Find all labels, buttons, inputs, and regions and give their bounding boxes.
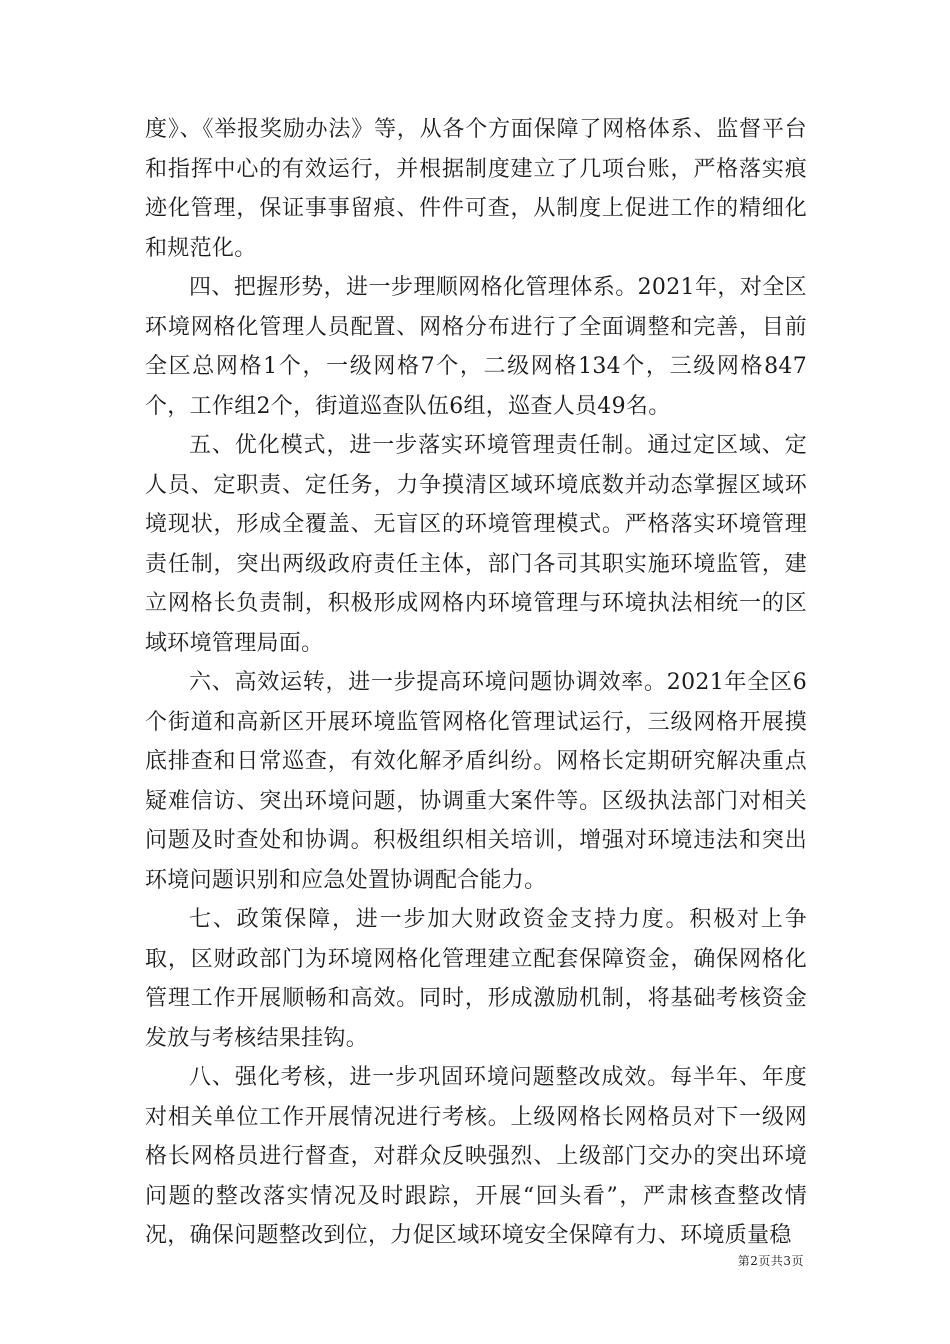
paragraph-section-5: 五、优化模式，进一步落实环境管理责任制。通过定区域、定人员、定职责、定任务，力争摸清区域环境底数并动态掌握区域环境现状，形成全覆盖、无盲区的环境管理模式。严格落实环境管理责任制，突出两级政府责任主体，部门各司其职实施环境监管，建立网格长负责制，积极形成网格内环境管理与环境执法相统一的区域环境管理局面。: [145, 433, 807, 656]
paragraph-continuation: 度》、《举报奖励办法》等，从各个方面保障了网格体系、监督平台和指挥中心的有效运行，并根据制度建立了几项台账，严格落实痕迹化管理，保证事事留痕、件件可查，从制度上促进工作的精细化和规范化。: [145, 117, 807, 261]
paragraph-section-4: 四、把握形势，进一步理顺网格化管理体系。2021年，对全区环境网格化管理人员配置、网格分布进行了全面调整和完善，目前全区总网格1个，一级网格7个，二级网格134个，三级网格847个，工作组2个，街道巡查队伍6组，巡查人员49名。: [145, 275, 807, 419]
paragraph-section-6: 六、高效运转，进一步提高环境问题协调效率。2021年全区6个街道和高新区开展环境监管网格化管理试运行，三级网格开展摸底排查和日常巡查，有效化解矛盾纠纷。网格长定期研究解决重点疑难信访、突出环境问题，协调重大案件等。区级执法部门对相关问题及时查处和协调。积极组织相关培训，增强对环境违法和突出环境问题识别和应急处置协调配合能力。: [145, 670, 807, 893]
document-body: [145, 110, 807, 1256]
paragraph-section-7: 七、政策保障，进一步加大财政资金支持力度。积极对上争取，区财政部门为环境网格化管理建立配套保障资金，确保网格化管理工作开展顺畅和高效。同时，形成激励机制，将基础考核资金发放与考核结果挂钩。: [145, 907, 807, 1051]
page-number: 第2页共3页: [737, 1254, 804, 1268]
paragraph-section-8: 八、强化考核，进一步巩固环境问题整改成效。每半年、年度对相关单位工作开展情况进行考核。上级网格长网格员对下一级网格长网格员进行督查，对群众反映强烈、上级部门交办的突出环境问题的整改落实情况及时跟踪，开展“回头看”，严肃核查整改情况，确保问题整改到位，力促区域环境安全保障有力、环境质量稳: [145, 1065, 807, 1248]
